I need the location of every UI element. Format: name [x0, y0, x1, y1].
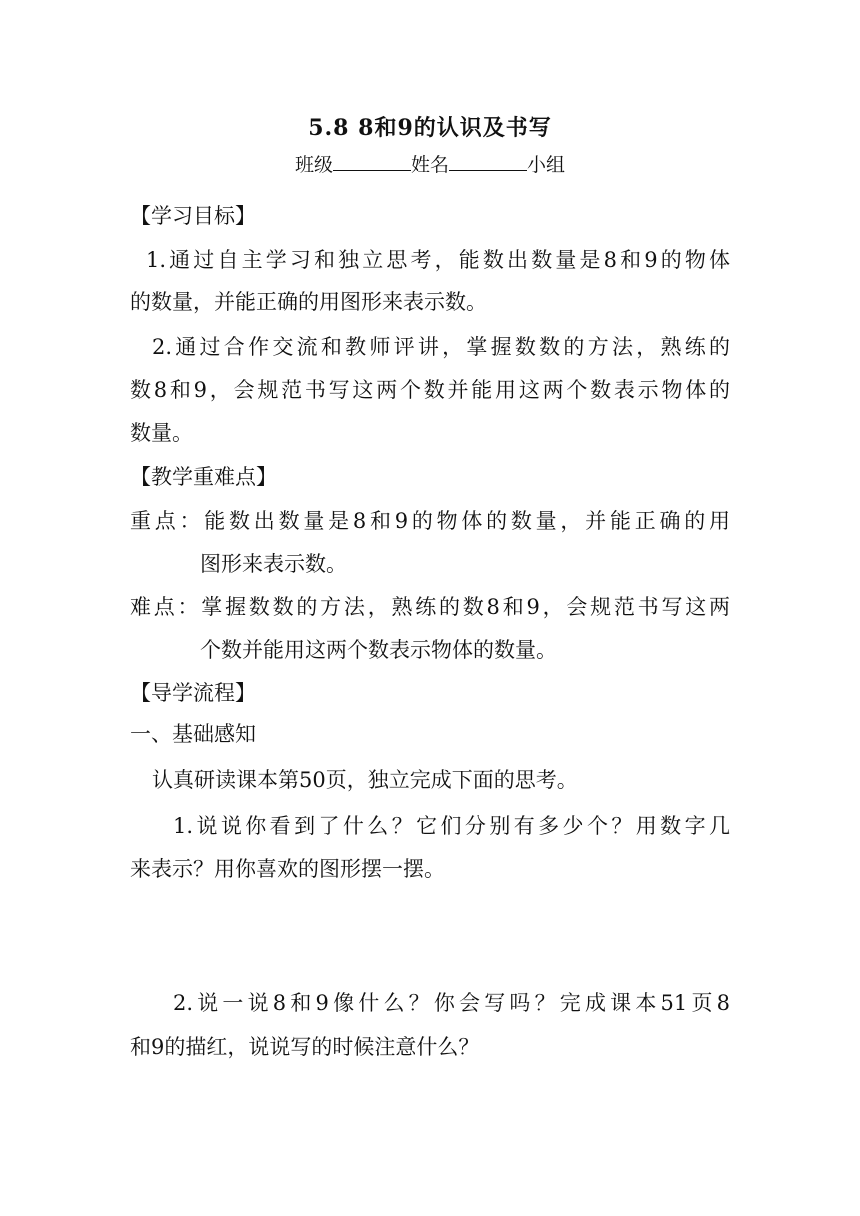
question-2-line-2: 和9的描红，说说写的时候注意什么？	[130, 1035, 480, 1059]
page-title: 5.8 8和9的认识及书写	[308, 115, 552, 141]
key-point-line-1: 重点：能数出数量是8和9的物体的数量，并能正确的用	[130, 509, 730, 533]
objective-2-line-1: 2.通过合作交流和教师评讲，掌握数数的方法，熟练的	[152, 335, 730, 359]
process-heading: 【导学流程】	[130, 681, 256, 705]
student-info-line	[0, 150, 860, 177]
difficulty-line-1: 难点：掌握数数的方法，熟练的数8和9，会规范书写这两	[130, 595, 730, 619]
difficulty-line-2: 个数并能用这两个数表示物体的数量。	[200, 638, 557, 662]
group-label: 小组	[527, 154, 566, 176]
objective-2-line-3: 数量。	[130, 421, 193, 445]
question-1-line-1: 1.说说你看到了什么？它们分别有多少个？用数字几	[173, 814, 730, 838]
objective-1-line-1: 1.通过自主学习和独立思考，能数出数量是8和9的物体	[146, 248, 730, 272]
question-2-line-1: 2.说一说8和9像什么？你会写吗？完成课本51页8	[173, 991, 730, 1015]
objectives-heading: 【学习目标】	[130, 204, 256, 228]
class-label: 班级	[294, 154, 333, 176]
key-point-line-2: 图形来表示数。	[200, 552, 347, 576]
part-one-heading: 一、基础感知	[130, 722, 256, 746]
question-1-line-2: 来表示？用你喜欢的图形摆一摆。	[130, 857, 445, 881]
class-blank[interactable]	[333, 152, 411, 171]
name-label: 姓名	[410, 154, 449, 176]
key-points-heading: 【教学重难点】	[130, 465, 277, 489]
reading-instruction: 认真研读课本第50页，独立完成下面的思考。	[152, 768, 578, 792]
objective-1-line-2: 的数量，并能正确的用图形来表示数。	[130, 290, 487, 314]
name-blank[interactable]	[449, 152, 527, 171]
objective-2-line-2: 数8和9，会规范书写这两个数并能用这两个数表示物体的	[130, 378, 730, 402]
